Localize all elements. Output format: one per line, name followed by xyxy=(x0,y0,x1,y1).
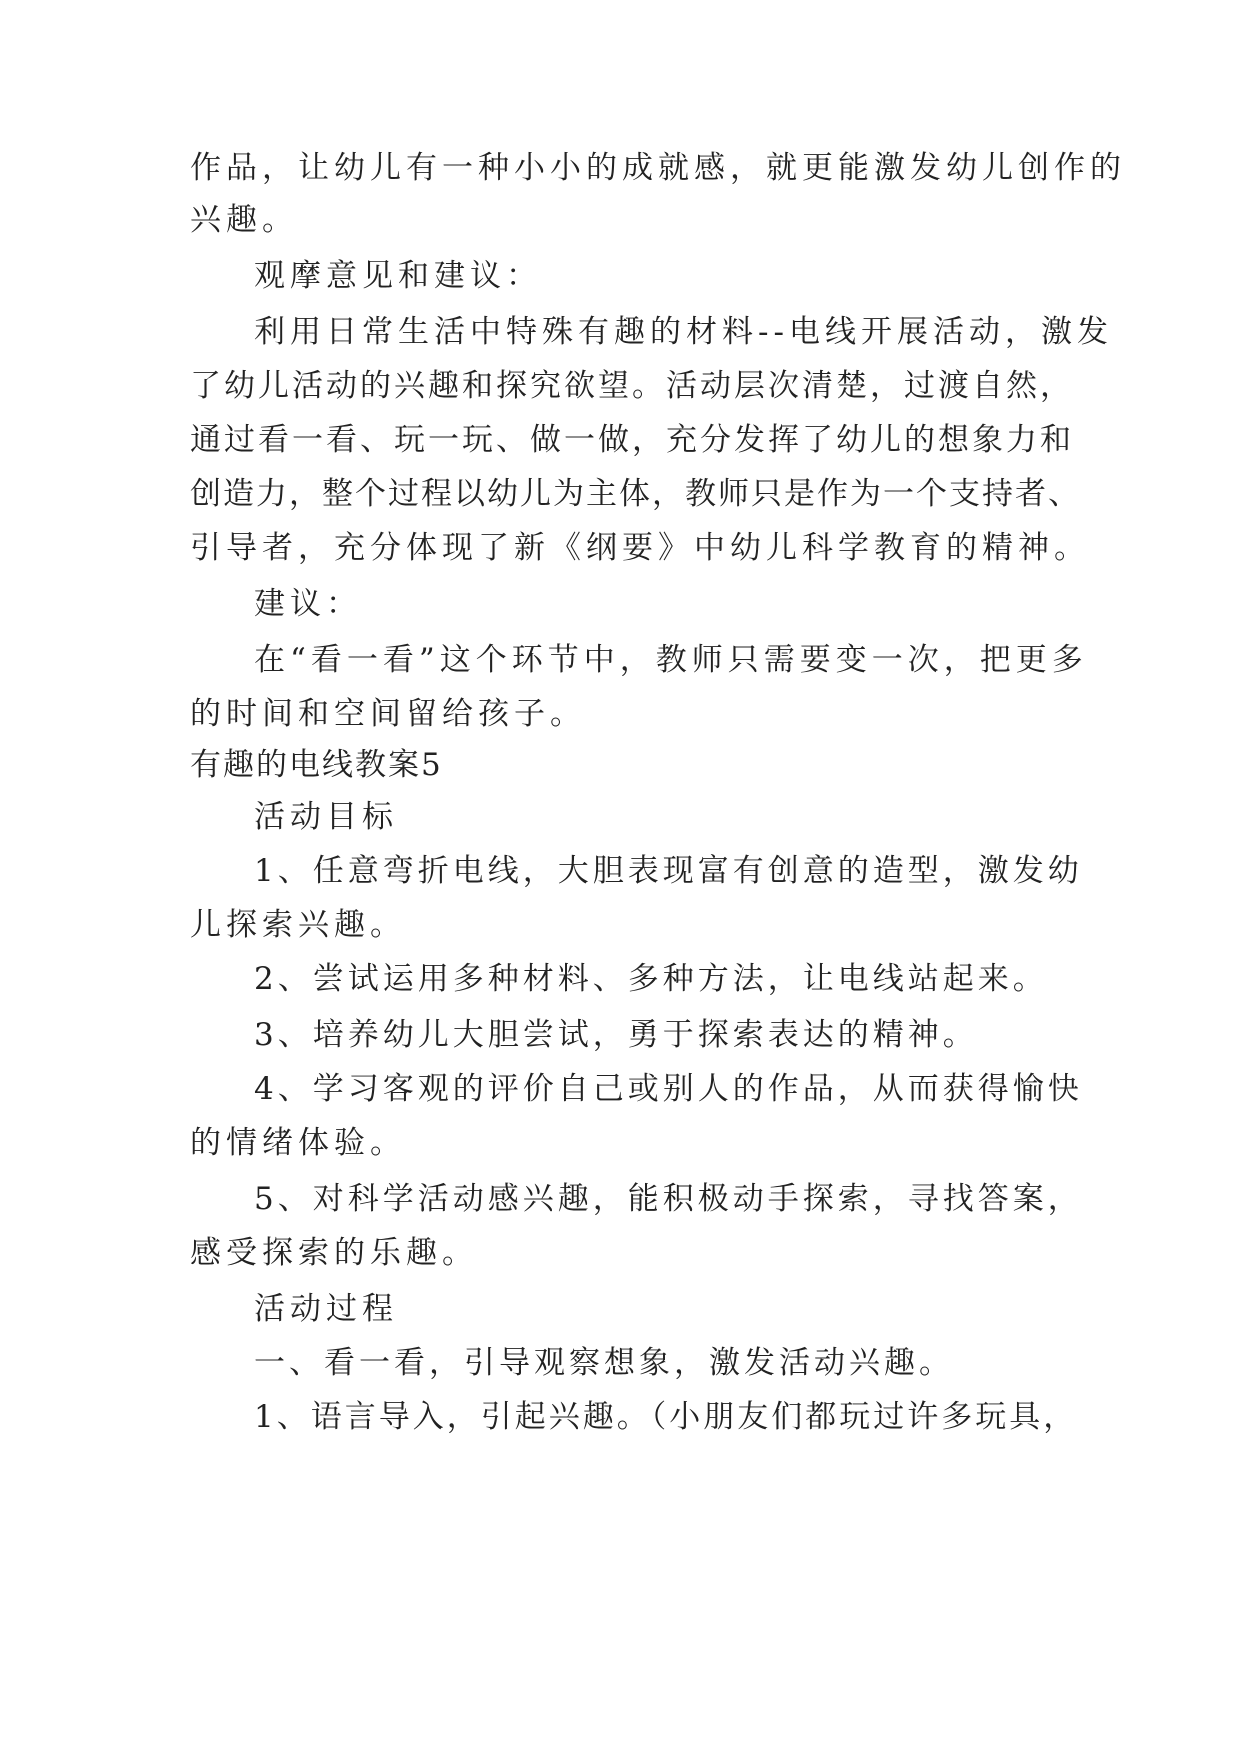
list-item: 1、任意弯折电线，大胆表现富有创意的造型，激发幼 xyxy=(254,853,1083,889)
list-item: 3、培养幼儿大胆尝试，勇于探索表达的精神。 xyxy=(254,1017,978,1053)
paragraph-line: 兴趣。 xyxy=(190,202,298,238)
paragraph-line: 通过看一看、玩一玩、做一做，充分发挥了幼儿的想象力和 xyxy=(190,422,1074,458)
list-item: 的情绪体验。 xyxy=(190,1125,406,1161)
list-item: 1、语言导入，引起兴趣。（小朋友们都玩过许多玩具， xyxy=(254,1399,1078,1435)
list-item: 一、看一看，引导观察想象，激发活动兴趣。 xyxy=(254,1345,954,1381)
list-item: 感受探索的乐趣。 xyxy=(190,1235,478,1271)
list-item: 5、对科学活动感兴趣，能积极动手探索，寻找答案， xyxy=(254,1181,1083,1217)
paragraph-line: 了幼儿活动的兴趣和探究欲望。活动层次清楚，过渡自然， xyxy=(190,368,1074,404)
list-item: 4、学习客观的评价自己或别人的作品，从而获得愉快 xyxy=(254,1071,1083,1107)
list-item: 2、尝试运用多种材料、多种方法，让电线站起来。 xyxy=(254,961,1048,997)
paragraph-line: 在“看一看”这个环节中，教师只需要变一次，把更多 xyxy=(254,642,1088,678)
section-heading: 活动目标 xyxy=(254,799,398,835)
list-item: 儿探索兴趣。 xyxy=(190,907,406,943)
section-heading: 建议： xyxy=(254,586,362,622)
paragraph-line: 利用日常生活中特殊有趣的材料--电线开展活动，激发 xyxy=(254,314,1113,350)
paragraph-line: 作品，让幼儿有一种小小的成就感，就更能激发幼儿创作的 xyxy=(190,150,1126,186)
section-heading: 活动过程 xyxy=(254,1291,398,1327)
section-heading: 观摩意见和建议： xyxy=(254,258,542,294)
document-title: 有趣的电线教案5 xyxy=(190,747,443,783)
paragraph-line: 的时间和空间留给孩子。 xyxy=(190,696,586,732)
paragraph-line: 创造力，整个过程以幼儿为主体，教师只是作为一个支持者、 xyxy=(190,476,1081,512)
paragraph-line: 引导者，充分体现了新《纲要》中幼儿科学教育的精神。 xyxy=(190,530,1090,566)
